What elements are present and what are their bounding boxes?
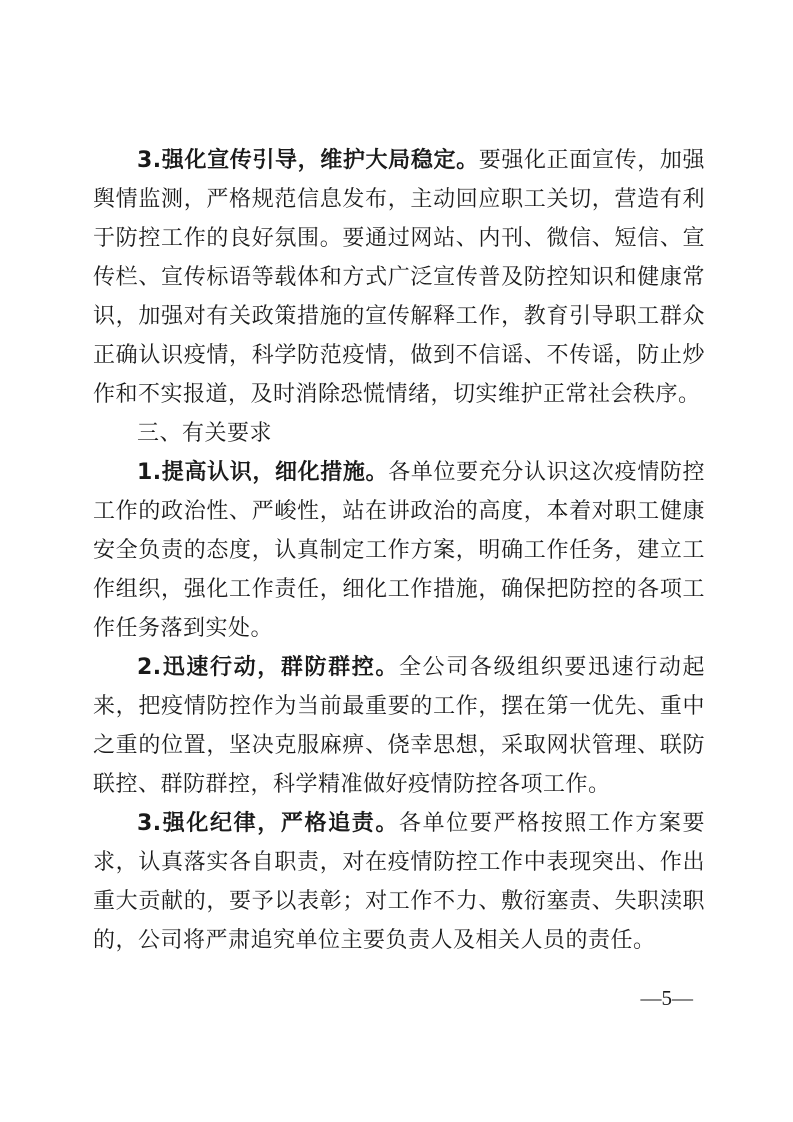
page-number: —5— bbox=[640, 986, 693, 1010]
section-heading-requirements bbox=[93, 414, 705, 453]
paragraph-text: 各单位要严格按照工作方案要求，认真落实各自职责，对在疫情防控工作中表现突出、作出重大贡献的，要予以表彰；对工作不力、敷衍塞责、失职渎职的，公司将严肃追究单位主要负责人及相关人员的责任。 bbox=[93, 811, 705, 953]
paragraph-rapid-action bbox=[93, 648, 705, 804]
paragraph-text: 要强化正面宣传，加强舆情监测，严格规范信息发布，主动回应职工关切，营造有利于防控工作的良好氛围。要通过网站、内刊、微信、短信、宣传栏、宣传标语等载体和方式广泛宣传普及防控知识和健康常识，加强对有关政策措施的宣传解释工作，教育引导职工群众正确认识疫情，科学防范疫情，做到不信谣、不传谣，防止炒作和不实报道，及时消除恐慌情绪，切实维护正常社会秩序。 bbox=[93, 148, 705, 407]
paragraph-raise-awareness bbox=[93, 453, 705, 648]
paragraph-text: 全公司各级组织要迅速行动起来，把疫情防控作为当前最重要的工作，摆在第一优先、重中之重的位置，坚决克服麻痹、侥幸思想，采取网状管理、联防联控、群防群控，科学精准做好疫情防控各项工作。 bbox=[93, 655, 705, 797]
paragraph-lead: 3.强化纪律，严格追责。 bbox=[137, 811, 400, 836]
paragraph-text: 各单位要充分认识这次疫情防控工作的政治性、严峻性，站在讲政治的高度，本着对职工健康安全负责的态度，认真制定工作方案，明确工作任务，建立工作组织，强化工作责任，细化工作措施，确保把防控的各项工作任务落到实处。 bbox=[93, 460, 705, 641]
paragraph-lead: 1.提高认识，细化措施。 bbox=[137, 460, 389, 485]
section-heading-text: 三、有关要求 bbox=[137, 421, 273, 446]
document-body bbox=[93, 141, 705, 960]
paragraph-strict-discipline bbox=[93, 804, 705, 960]
paragraph-publicity-guidance bbox=[93, 141, 705, 414]
paragraph-lead: 3.强化宣传引导，维护大局稳定。 bbox=[137, 148, 479, 173]
paragraph-lead: 2.迅速行动，群防群控。 bbox=[137, 655, 400, 680]
